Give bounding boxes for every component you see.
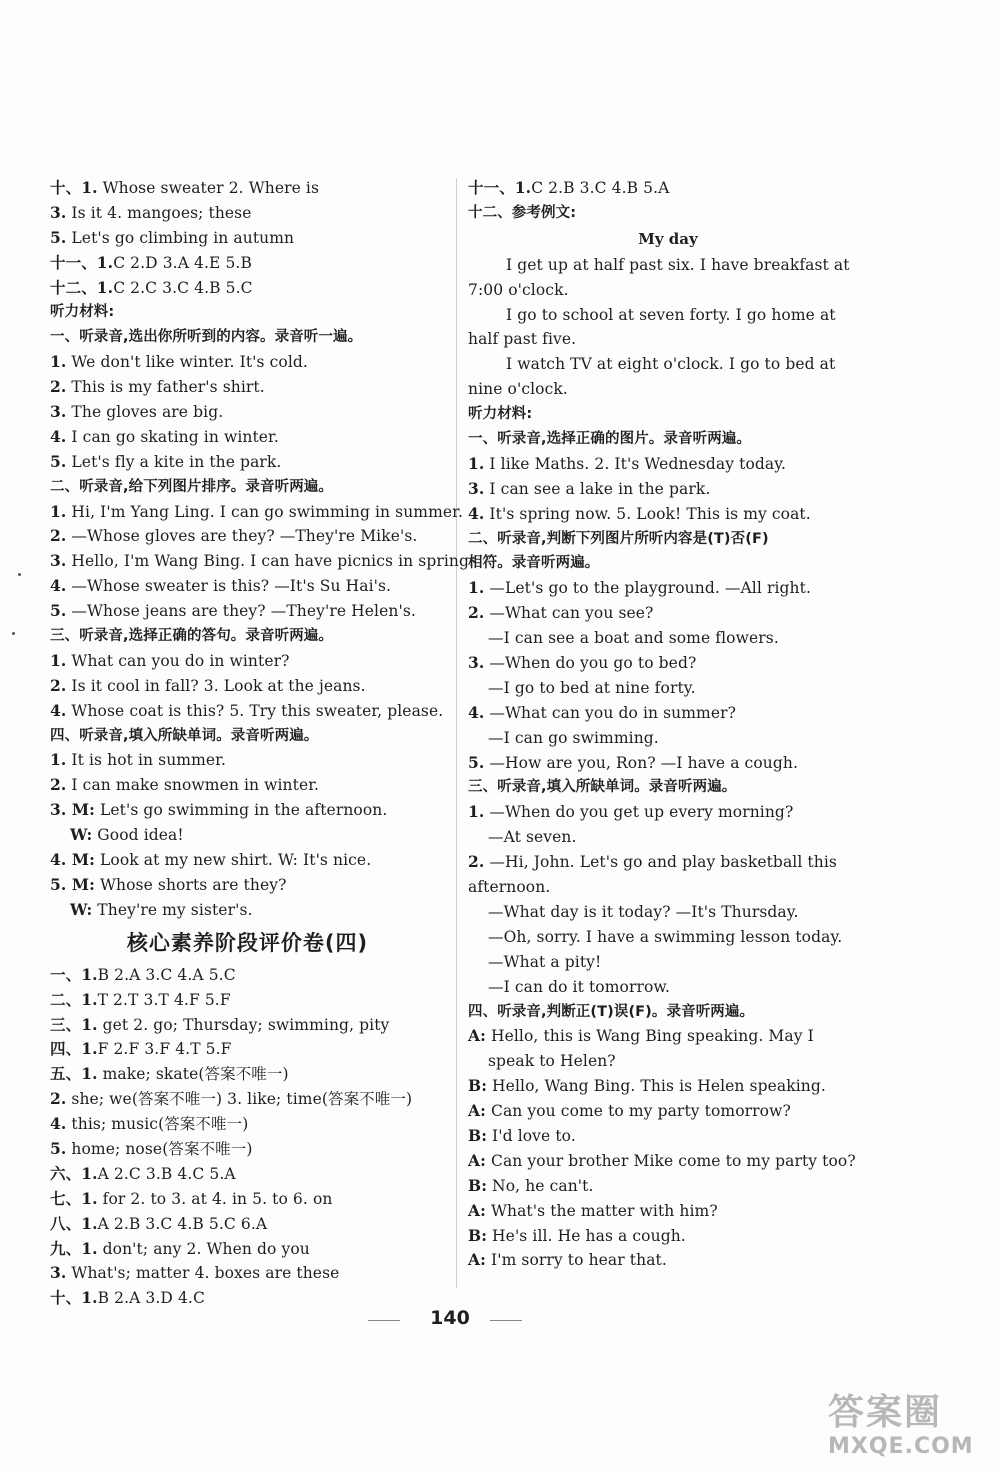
answer-line [50,963,445,988]
item-number: 1. [468,578,485,598]
line-text: No, he can't. [487,1176,594,1195]
line-text: I watch TV at eight o'clock. I go to bed at [506,355,836,374]
section-heading: 二、听录音,判断下列图片所听内容是(T)否(F) [468,530,769,547]
line-text: They're my sister's. [92,900,253,919]
section-heading: 一、听录音,选出你所听到的内容。录音听一遍。 [50,329,363,346]
answer-line [468,701,868,726]
item-number: A: [468,1101,486,1121]
margin-mark [18,573,21,576]
footer-rule-left [368,1320,400,1321]
item-number: 1. [50,352,67,372]
line-text: Whose coat is this? 5. Try this sweater, please. [66,701,444,720]
margin-mark [12,632,15,635]
answer-line [468,1248,868,1273]
essay-paragraph-line [468,253,868,278]
answer-line [468,1224,868,1249]
left-answer-lines [50,176,475,923]
answer-line [50,599,445,624]
answer-line [50,674,445,699]
answer-line [468,676,868,701]
answer-line [468,900,868,925]
line-text: A 2.B 3.C 4.B 5.C 6.A [97,1214,268,1233]
answer-line [50,873,445,898]
section-heading: 二、听录音,给下列图片排序。录音听两遍。 [50,478,334,495]
line-text: —When do you go to bed? [484,654,697,673]
item-number: 3. [50,402,67,422]
answer-line [50,1013,445,1038]
item-number: 十二、1. [50,277,114,297]
item-number: 5. [50,227,67,247]
answer-line [468,452,868,477]
item-number: 3. [50,1263,67,1283]
answer-line [50,350,445,375]
column-divider [456,178,457,1288]
item-number: 3. [50,202,67,222]
line-text: afternoon. [468,878,551,897]
line-text: —Whose jeans are they? —They're Helen's. [66,602,416,621]
answer-line [468,975,868,1000]
item-number: 2. [50,1089,67,1109]
line-text: Good idea! [92,826,184,845]
item-number: A: [468,1150,486,1170]
item-number: 1. [468,453,485,473]
answer-line [468,626,868,651]
line-text: C 2.B 3.C 4.B 5.A [531,179,670,197]
line-text: It's spring now. 5. Look! This is my coat. [484,504,811,523]
item-number: 1. [50,501,67,521]
line-text: Is it cool in fall? 3. Look at the jeans. [66,676,366,695]
answer-line [50,1137,445,1162]
line-text: she; we(答案不唯一) 3. like; time(答案不唯一) [66,1090,413,1109]
answer-line [468,1074,868,1099]
line-text: F 2.F 3.F 4.T 5.F [97,1040,232,1059]
answer-line [50,699,445,724]
item-number: 2. [50,526,67,546]
section-heading: 相符。录音听两遍。 [468,555,600,572]
answer-line [50,226,445,251]
line-text: speak to Helen? [488,1052,616,1071]
item-number: 3. [468,478,485,498]
answer-line [468,875,868,900]
line-text: get 2. go; Thursday; swimming, pity [97,1015,390,1034]
item-number: 4. [50,426,67,446]
left-answer-lines-2 [50,963,445,1311]
page-number: 140 [430,1307,470,1329]
answer-line [468,1124,868,1149]
line-text: for 2. to 3. at 4. in 5. to 6. on [97,1189,333,1208]
answer-line [50,1112,445,1137]
line-text: this; music(答案不唯一) [66,1115,249,1134]
answer-line [468,1099,868,1124]
answer-line [50,425,445,450]
line-text: What's the matter with him? [485,1201,718,1220]
line-text: Hello, Wang Bing. This is Helen speaking. [487,1077,826,1096]
item-number: A: [468,1200,486,1220]
answer-line [468,950,868,975]
answer-line [50,450,445,475]
item-number: B: [468,1225,488,1245]
line-text: —Whose sweater is this? —It's Su Hai's. [66,577,392,596]
line-text: I get up at half past six. I have breakfast at [506,255,850,274]
answer-line [50,1062,445,1087]
item-number: 七、1. [50,1188,98,1208]
item-number: A: [468,1026,486,1046]
line-text: Hi, I'm Yang Ling. I can go swimming in summer. [66,502,463,521]
line-text: The gloves are big. [66,403,224,422]
answer-line [50,988,445,1013]
line-text: half past five. [468,330,577,349]
line-text: —When do you get up every morning? [484,803,794,822]
line-text: —Let's go to the playground. —All right. [484,579,811,598]
line-text: —What can you do in summer? [484,703,737,722]
line-text: nine o'clock. [468,380,568,399]
item-number: 4. [50,700,67,720]
answer-line [468,1024,868,1049]
answer-line [468,477,868,502]
section-heading: 十二、参考例文: [468,204,577,221]
item-number: 四、1. [50,1039,98,1059]
answer-line [50,1237,445,1262]
line-text: —What can you see? [484,604,654,623]
line-text: I'd love to. [487,1126,576,1145]
answer-line [468,925,868,950]
answer-line [468,278,868,303]
answer-line [468,1174,868,1199]
item-number: 5. [468,752,485,772]
item-number: W: [70,825,93,845]
item-number: 3. [50,551,67,571]
line-text: I can see a lake in the park. [484,479,711,498]
line-text: A 2.C 3.B 4.C 5.A [97,1164,236,1183]
item-number: 2. [468,852,485,872]
line-text: —How are you, Ron? —I have a cough. [484,753,798,772]
line-text: Can you come to my party tomorrow? [485,1102,791,1121]
watermark-url: MXQE.COM [828,1434,974,1459]
item-number: 九、1. [50,1238,98,1258]
line-text: I go to school at seven forty. I go home at [506,305,836,324]
item-number: 2. [468,603,485,623]
item-number: 1. [50,650,67,670]
answer-line [468,176,868,201]
line-text: —I go to bed at nine forty. [488,678,696,697]
section-heading: 三、听录音,选择正确的答句。录音听两遍。 [50,628,334,645]
line-text: Hello, this is Wang Bing speaking. May I [485,1027,814,1046]
answer-line [468,800,868,825]
item-number: 2. [50,675,67,695]
line-text: Let's go climbing in autumn [66,228,295,247]
answer-line [50,798,445,823]
item-number: 五、1. [50,1064,98,1084]
line-text: —I can see a boat and some flowers. [488,629,779,648]
answer-line [50,848,445,873]
line-text: —At seven. [488,828,577,847]
line-text: C 2.D 3.A 4.E 5.B [113,253,252,272]
footer-rule-right [490,1320,522,1321]
item-number: 5. [50,601,67,621]
item-number: B: [468,1076,488,1096]
answer-line [468,1149,868,1174]
line-text: Is it 4. mangoes; these [66,203,252,222]
watermark-logo [828,1392,993,1470]
item-number: 5. M: [50,874,95,894]
answer-line [468,651,868,676]
answer-line [468,327,868,352]
line-text: don't; any 2. When do you [97,1239,310,1258]
item-number: 二、1. [50,989,98,1009]
answer-line [50,1212,445,1237]
answer-line [468,850,868,875]
line-text: I like Maths. 2. It's Wednesday today. [484,454,787,473]
right-answer-lines [468,176,868,226]
answer-line [50,748,445,773]
item-number: 八、1. [50,1213,98,1233]
line-text: —I can go swimming. [488,728,659,747]
line-text: C 2.C 3.C 4.B 5.C [113,278,253,297]
item-number: 5. [50,451,67,471]
line-text: We don't like winter. It's cold. [66,353,308,372]
answer-line [50,500,463,525]
answer-line [50,201,445,226]
line-text: I'm sorry to hear that. [485,1251,667,1270]
answer-line [50,375,445,400]
line-text: Hello, I'm Wang Bing. I can have picnics in spring. [66,552,475,571]
answer-line [50,1187,445,1212]
item-number: 2. [50,377,67,397]
line-text: Whose sweater 2. Where is [97,179,320,197]
item-number: 5. [50,1138,67,1158]
section-heading: 听力材料: [50,304,115,321]
answer-line [50,1087,445,1112]
section-heading: 四、听录音,填入所缺单词。录音听两遍。 [50,727,319,744]
answer-line [50,823,445,848]
line-text: He's ill. He has a cough. [487,1226,686,1245]
item-number: 十一、1. [468,178,532,197]
item-number: 4. [50,576,67,596]
line-text: I can make snowmen in winter. [66,776,320,795]
left-column [50,176,475,1311]
line-text: —Oh, sorry. I have a swimming lesson today. [488,927,843,946]
item-number: 4. [468,702,485,722]
line-text: T 2.T 3.T 4.F 5.F [97,990,231,1009]
item-number: 4. M: [50,850,95,870]
answer-line [468,825,868,850]
right-answer-lines-2 [468,402,868,1273]
item-number: 三、1. [50,1014,98,1034]
line-text: Look at my new shirt. W: It's nice. [94,851,372,870]
essay-body [468,253,868,402]
item-number: 4. [468,503,485,523]
item-number: W: [70,899,93,919]
line-text: —What a pity! [488,952,602,971]
section-heading: 一、听录音,选择正确的图片。录音听两遍。 [468,431,752,448]
line-text: home; nose(答案不唯一) [66,1139,253,1158]
section-heading: 听力材料: [468,406,533,423]
page-footer [0,1305,1000,1335]
essay-paragraph-line [468,352,868,377]
answer-line [50,251,445,276]
answer-line [50,1037,445,1062]
item-number: 1. [50,750,67,770]
line-text: make; skate(答案不唯一) [97,1065,289,1084]
answer-line [468,601,868,626]
answer-line [50,276,445,301]
line-text: Whose shorts are they? [94,875,287,894]
item-number: 3. [468,653,485,673]
essay-title: My day [638,229,698,248]
answer-line [468,1199,868,1224]
item-number: A: [468,1250,486,1270]
section-title: 核心素养阶段评价卷(四) [126,930,369,955]
item-number: 十、1. [50,1288,98,1308]
answer-line [468,377,868,402]
watermark-text: 答案圈 [828,1392,943,1433]
line-text: —Hi, John. Let's go and play basketball this [484,853,837,872]
item-number: 4. [50,1114,67,1134]
right-column [468,176,868,1273]
item-number: 一、1. [50,964,98,984]
item-number: 十、1. [50,178,98,197]
item-number: 十一、1. [50,252,114,272]
line-text: B 2.A 3.C 4.A 5.C [97,965,236,984]
line-text: B 2.A 3.D 4.C [97,1289,205,1308]
line-text: —What day is it today? —It's Thursday. [488,902,799,921]
item-number: 1. [468,802,485,822]
answer-line [50,898,445,923]
line-text: Let's go swimming in the afternoon. [94,801,388,820]
section-heading: 三、听录音,填入所缺单词。录音听两遍。 [468,779,737,796]
answer-line [50,1162,445,1187]
line-text: What can you do in winter? [66,651,290,670]
item-number: 六、1. [50,1163,98,1183]
answer-line [50,574,445,599]
item-number: B: [468,1125,488,1145]
answer-line [468,502,868,527]
section-heading: 四、听录音,判断正(T)误(F)。录音听两遍。 [468,1003,755,1020]
line-text: Let's fly a kite in the park. [66,452,282,471]
answer-line [50,400,445,425]
line-text: —I can do it tomorrow. [488,977,670,996]
answer-line [468,751,868,776]
answer-line [50,1261,445,1286]
line-text: I can go skating in winter. [66,427,279,446]
answer-line [50,549,475,574]
answer-line [50,524,445,549]
answer-line [468,576,868,601]
line-text: It is hot in summer. [66,751,227,770]
line-text: What's; matter 4. boxes are these [66,1264,340,1283]
essay-paragraph-line [468,303,868,328]
line-text: 7:00 o'clock. [468,280,569,299]
answer-line [468,726,868,751]
line-text: —Whose gloves are they? —They're Mike's. [66,527,418,546]
line-text: This is my father's shirt. [66,378,265,397]
item-number: 3. M: [50,800,95,820]
item-number: 2. [50,775,67,795]
answer-line [50,773,445,798]
answer-line [468,1049,868,1074]
answer-line [50,649,445,674]
item-number: B: [468,1175,488,1195]
line-text: Can your brother Mike come to my party too? [485,1151,856,1170]
answer-line [50,176,445,201]
